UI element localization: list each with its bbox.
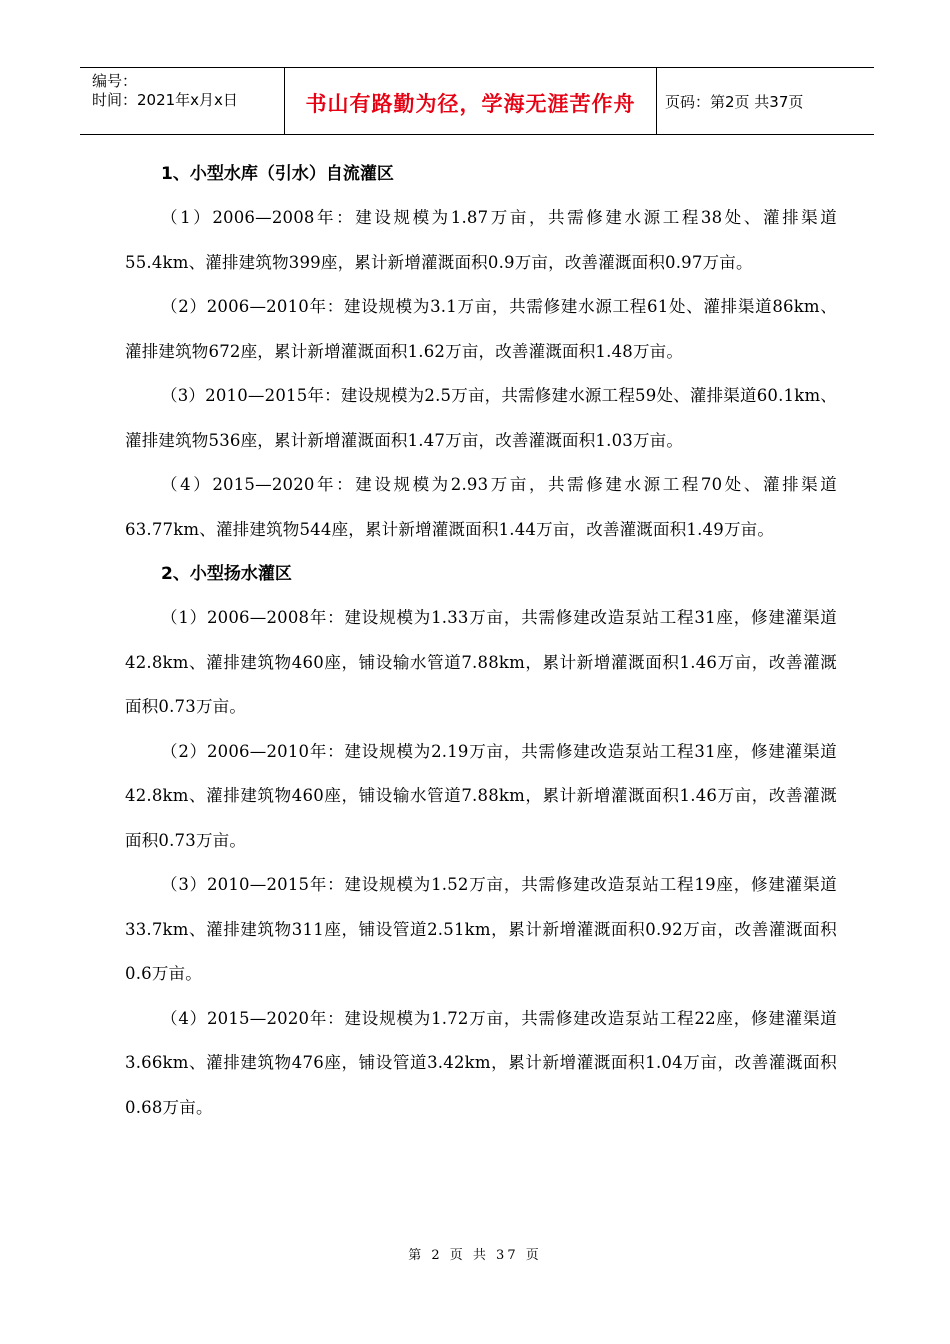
document-number-label: 编号： [92, 72, 138, 90]
header-meta [80, 68, 285, 134]
paragraph: （4）2015—2020年：建设规模为1.72万亩，共需修建改造泵站工程22座，修建灌渠道3.66km、灌排建筑物476座，铺设管道3.42km，累计新增灌溉面积1.04万亩，改善灌溉面积0.68万亩。 [125, 1008, 837, 1117]
paragraph: （2）2006—2010年：建设规模为2.19万亩，共需修建改造泵站工程31座，修建灌渠道42.8km、灌排建筑物460座，铺设输水管道7.88km，累计新增灌溉面积1.46万亩，改善灌溉面积0.73万亩。 [125, 741, 837, 850]
header-page-info: 页码：第2页 共37页 [665, 92, 804, 111]
document-body [125, 152, 837, 1130]
paragraph: （1）2006—2008年：建设规模为1.87万亩，共需修建水源工程38处、灌排渠道55.4km、灌排建筑物399座，累计新增灌溉面积0.9万亩，改善灌溉面积0.97万亩。 [125, 208, 837, 272]
section-pumping-irrigation [125, 552, 837, 1130]
header-motto: 书山有路勤为径，学海无涯苦作舟 [285, 68, 657, 134]
paragraph: （3）2010—2015年：建设规模为1.52万亩，共需修建改造泵站工程19座，修建灌渠道33.7km、灌排建筑物311座，铺设管道2.51km，累计新增灌溉面积0.92万亩，改善灌溉面积0.6万亩。 [125, 875, 837, 983]
section-heading: 1、小型水库（引水）自流灌区 [161, 164, 394, 184]
page-header [80, 67, 874, 135]
paragraph: （2）2006—2010年：建设规模为3.1万亩，共需修建水源工程61处、灌排渠道86km、灌排建筑物672座，累计新增灌溉面积1.62万亩，改善灌溉面积1.48万亩。 [125, 297, 837, 361]
paragraph: （3）2010—2015年：建设规模为2.5万亩，共需修建水源工程59处、灌排渠道60.1km、灌排建筑物536座，累计新增灌溉面积1.47万亩，改善灌溉面积1.03万亩。 [125, 386, 837, 450]
document-time-label: 时间：2021年x月x日 [92, 91, 238, 109]
paragraph: （4）2015—2020年：建设规模为2.93万亩，共需修建水源工程70处、灌排渠道63.77km、灌排建筑物544座，累计新增灌溉面积1.44万亩，改善灌溉面积1.49万亩。 [125, 475, 837, 539]
paragraph: （1）2006—2008年：建设规模为1.33万亩，共需修建改造泵站工程31座，修建灌渠道42.8km、灌排建筑物460座，铺设输水管道7.88km，累计新增灌溉面积1.46万亩，改善灌溉面积0.73万亩。 [125, 608, 837, 716]
section-reservoir-irrigation [125, 152, 837, 552]
page-footer: 第 2 页 共 37 页 [408, 1248, 542, 1263]
section-heading: 2、小型扬水灌区 [161, 564, 292, 584]
